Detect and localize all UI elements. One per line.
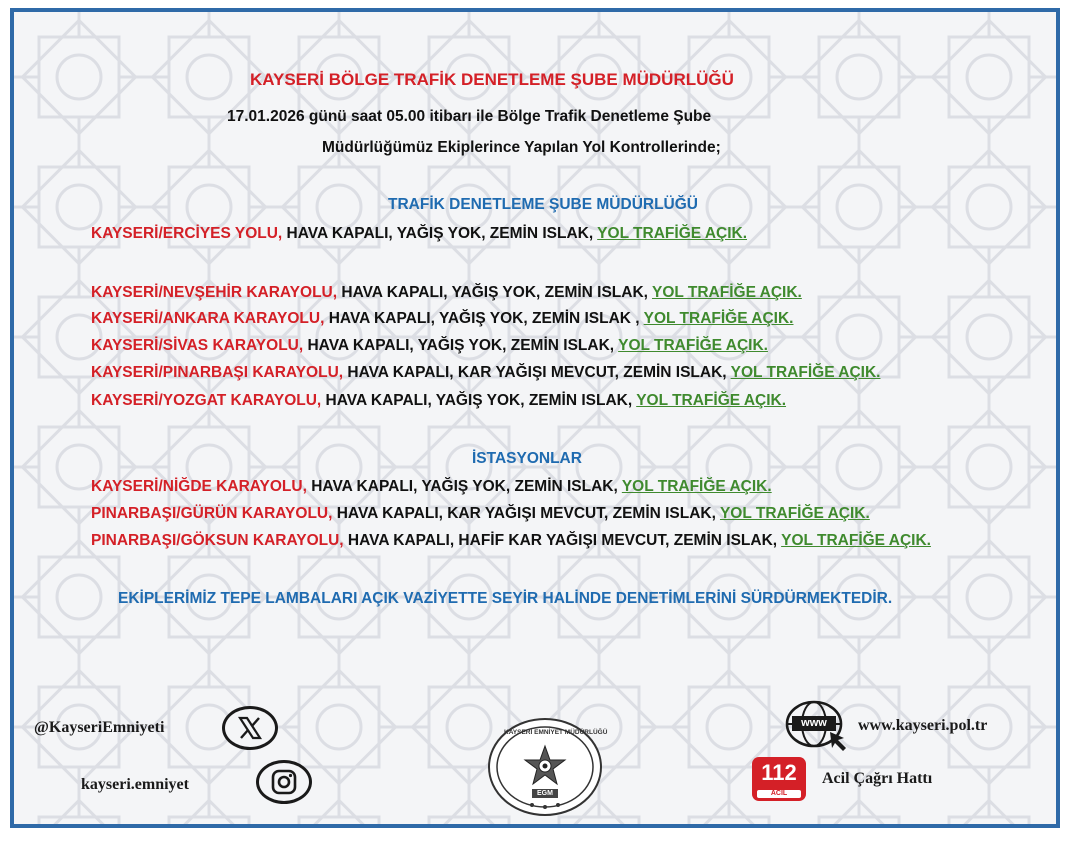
x-logo-icon[interactable] <box>222 706 278 750</box>
road-status: YOL TRAFİĞE AÇIK. <box>597 225 748 242</box>
road-name: KAYSERİ/YOZGAT KARAYOLU, <box>91 392 322 409</box>
intro-line-1: 17.01.2026 günü saat 05.00 itibarı ile Bölge Trafik Denetleme Şube <box>227 108 712 125</box>
bulletin-title: KAYSERİ BÖLGE TRAFİK DENETLEME ŞUBE MÜDÜRLÜĞÜ <box>250 70 734 89</box>
road-name: KAYSERİ/SİVAS KARAYOLU, <box>91 337 304 354</box>
road-name: KAYSERİ/PINARBAŞI KARAYOLU, <box>91 364 344 381</box>
road-conditions: HAVA KAPALI, YAĞIŞ YOK, ZEMİN ISLAK , <box>324 310 644 327</box>
road-report-row <box>91 505 870 523</box>
road-report-row <box>91 532 931 550</box>
website-link[interactable]: www.kayseri.pol.tr <box>858 717 988 734</box>
road-conditions: HAVA KAPALI, KAR YAĞIŞI MEVCUT, ZEMİN ISLAK, <box>332 505 720 522</box>
road-report-row <box>91 310 793 328</box>
police-seal-icon <box>486 717 608 817</box>
road-report-row <box>91 337 768 355</box>
emergency-number: 112 <box>761 760 797 785</box>
section-heading: TRAFİK DENETLEME ŞUBE MÜDÜRLÜĞÜ <box>388 196 698 213</box>
road-status: YOL TRAFİĞE AÇIK. <box>652 284 802 301</box>
road-status: YOL TRAFİĞE AÇIK. <box>636 392 787 409</box>
road-conditions: HAVA KAPALI, YAĞIŞ YOK, ZEMİN ISLAK, <box>303 337 619 354</box>
road-report-row <box>91 284 802 302</box>
road-status: YOL TRAFİĞE AÇIK. <box>781 532 931 549</box>
road-status: YOL TRAFİĞE AÇIK. <box>730 364 881 381</box>
road-status: YOL TRAFİĞE AÇIK. <box>643 310 794 327</box>
road-name: PINARBAŞI/GÜRÜN KARAYOLU, <box>91 505 333 522</box>
emergency-badge-text: ACİL <box>770 790 788 797</box>
road-name: KAYSERİ/ERCİYES YOLU, <box>91 225 283 242</box>
twitter-handle[interactable]: @KayseriEmniyeti <box>34 719 165 736</box>
road-conditions: HAVA KAPALI, KAR YAĞIŞI MEVCUT, ZEMİN ISLAK, <box>343 364 731 381</box>
road-conditions: HAVA KAPALI, HAFİF KAR YAĞIŞI MEVCUT, ZEMİN ISLAK, <box>343 532 782 549</box>
instagram-icon[interactable] <box>256 760 312 804</box>
road-name: KAYSERİ/NEVŞEHİR KARAYOLU, <box>91 284 338 301</box>
road-conditions: HAVA KAPALI, YAĞIŞ YOK, ZEMİN ISLAK, <box>337 284 652 301</box>
road-name: PINARBAŞI/GÖKSUN KARAYOLU, <box>91 532 344 549</box>
closing-note: EKİPLERİMİZ TEPE LAMBALARI AÇIK VAZİYETTE SEYİR HALİNDE DENETİMLERİNİ SÜRDÜRMEKTEDİR. <box>118 590 893 607</box>
road-name: KAYSERİ/NİĞDE KARAYOLU, <box>91 478 307 495</box>
intro-line-2: Müdürlüğümüz Ekiplerince Yapılan Yol Kontrollerinde; <box>322 139 721 156</box>
seal-text: KAYSERİ EMNİYET MÜDÜRLÜĞÜ <box>504 729 608 736</box>
seal-abbr: EGM <box>537 790 553 797</box>
road-name: KAYSERİ/ANKARA KARAYOLU, <box>91 310 325 327</box>
globe-www-icon[interactable] <box>784 700 850 754</box>
road-conditions: HAVA KAPALI, YAĞIŞ YOK, ZEMİN ISLAK, <box>321 392 637 409</box>
www-label: www <box>801 717 827 729</box>
road-report-row <box>91 478 772 496</box>
section-heading: İSTASYONLAR <box>472 450 582 467</box>
road-report-row <box>91 392 786 410</box>
road-status: YOL TRAFİĞE AÇIK. <box>618 337 768 354</box>
emergency-label: Acil Çağrı Hattı <box>822 770 933 787</box>
road-conditions: HAVA KAPALI, YAĞIŞ YOK, ZEMİN ISLAK, <box>282 225 598 242</box>
road-status: YOL TRAFİĞE AÇIK. <box>719 505 870 522</box>
road-report-row <box>91 364 880 382</box>
road-report-row <box>91 225 747 243</box>
emergency-112-icon <box>751 756 807 802</box>
instagram-handle[interactable]: kayseri.emniyet <box>81 776 189 793</box>
road-status: YOL TRAFİĞE AÇIK. <box>621 478 772 495</box>
bulletin-frame <box>10 8 1060 828</box>
road-conditions: HAVA KAPALI, YAĞIŞ YOK, ZEMİN ISLAK, <box>306 478 622 495</box>
cursor-icon <box>828 730 850 752</box>
